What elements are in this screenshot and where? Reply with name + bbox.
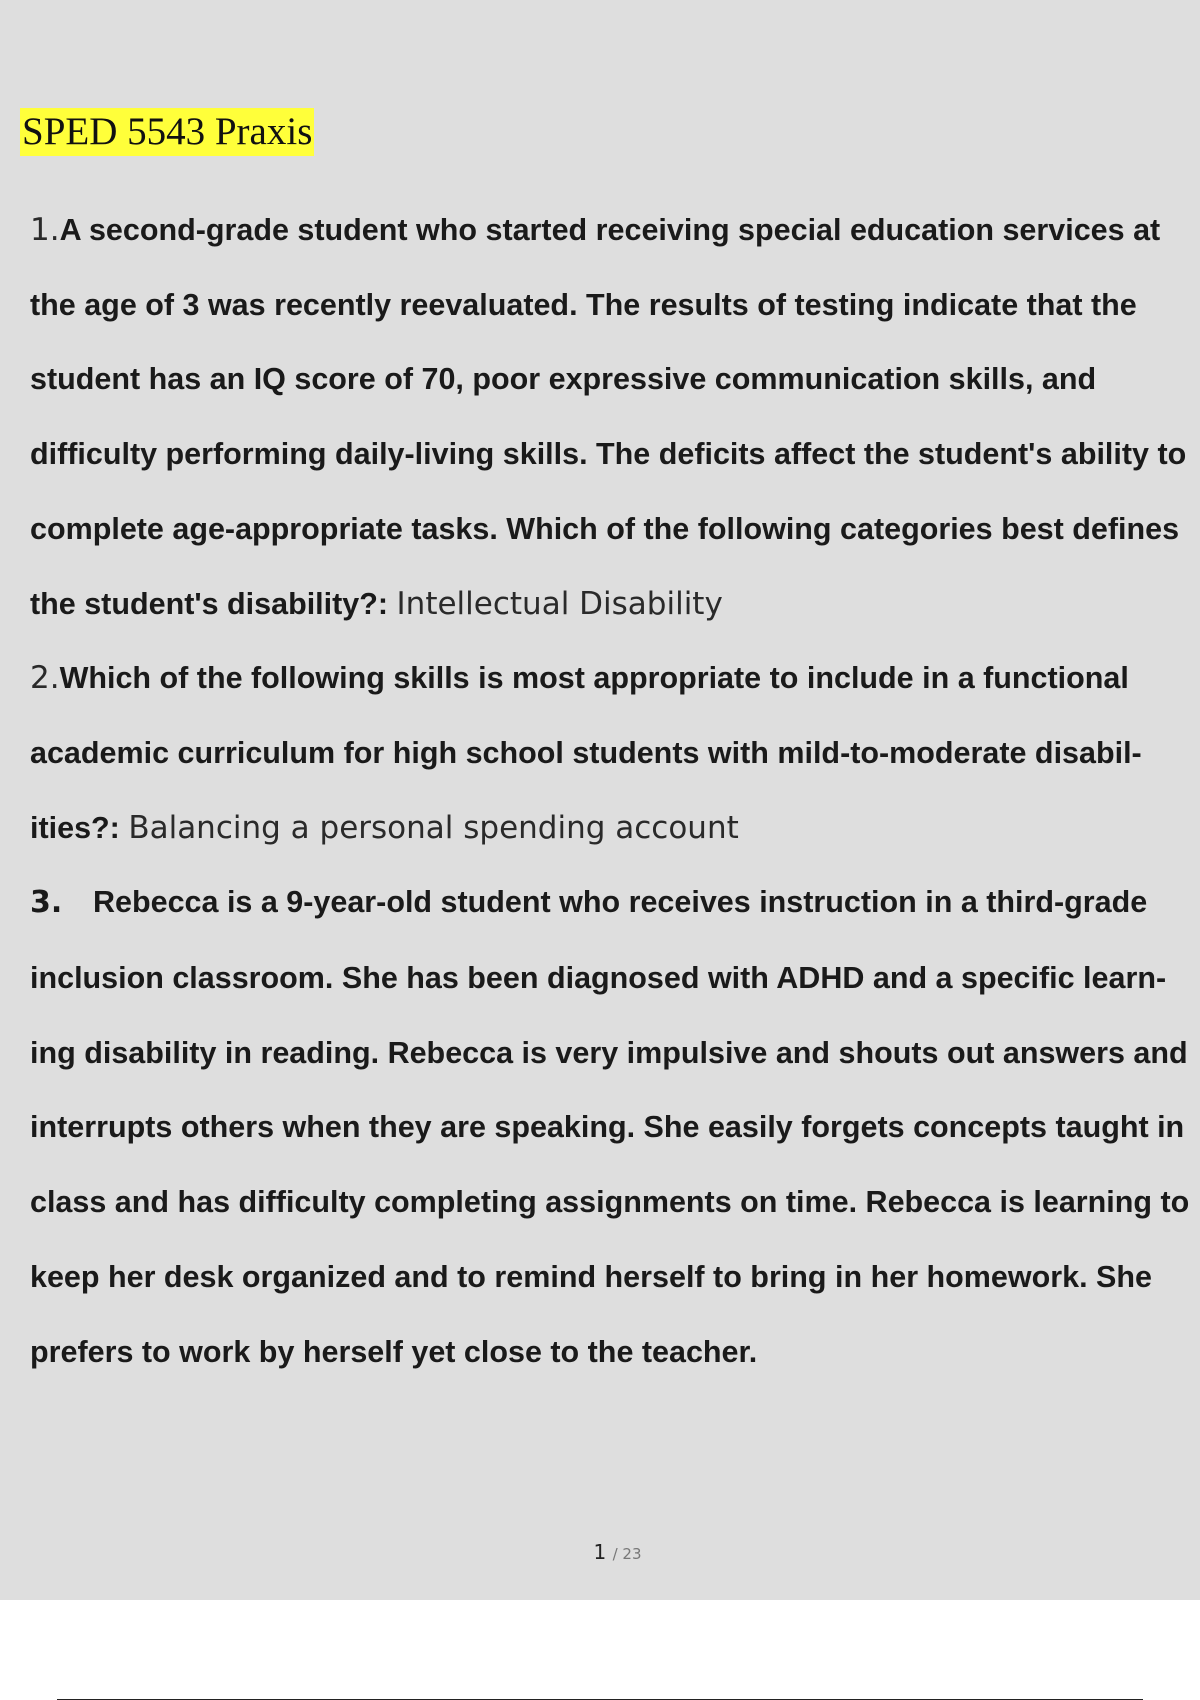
answer-text: Balancing a personal spending account	[128, 809, 739, 846]
page-indicator	[0, 1540, 1200, 1564]
question-number: 3.	[30, 885, 63, 921]
question-item-1	[30, 193, 1200, 641]
page-total: / 23	[612, 1545, 642, 1563]
page-current: 1	[593, 1540, 607, 1564]
question-text: Which of the following skills is most appropriate to include in a functional academic curriculum for high school students with mild-to-moderate disabil- ities?:	[30, 661, 1142, 845]
question-number: 1.	[30, 212, 60, 248]
question-item-3	[30, 865, 1200, 1389]
document-title: SPED 5543 Praxis	[20, 108, 314, 156]
question-list	[30, 193, 1200, 1389]
answer-text: Intellectual Disability	[396, 585, 723, 622]
question-text: Rebecca is a 9-year-old student who receives instruction in a third-grade inclusion classroom. She has been diagnosed with ADHD and a specific learn- ing disability in reading. Rebecca is very impulsive and shouts out answers and interrupts others when they are speaking. She easily forgets concepts taught in class and has difficulty completing assignments on time. Rebecca is learning to keep her desk organized and to remind herself to bring in her homework. She prefers to work by herself yet close to the teacher.	[30, 885, 1190, 1369]
question-text: A second-grade student who started receiving special education services at the age of 3 was recently reevaluated. The results of testing indicate that the student has an IQ score of 70, poor expressive communication skills, and difficulty performing daily-living skills. The deficits affect the student's ability to complete age-appropriate tasks. Which of the following categories best defines the student's disability?:	[30, 213, 1187, 621]
question-item-2	[30, 641, 1200, 865]
question-number: 2.	[30, 660, 60, 697]
